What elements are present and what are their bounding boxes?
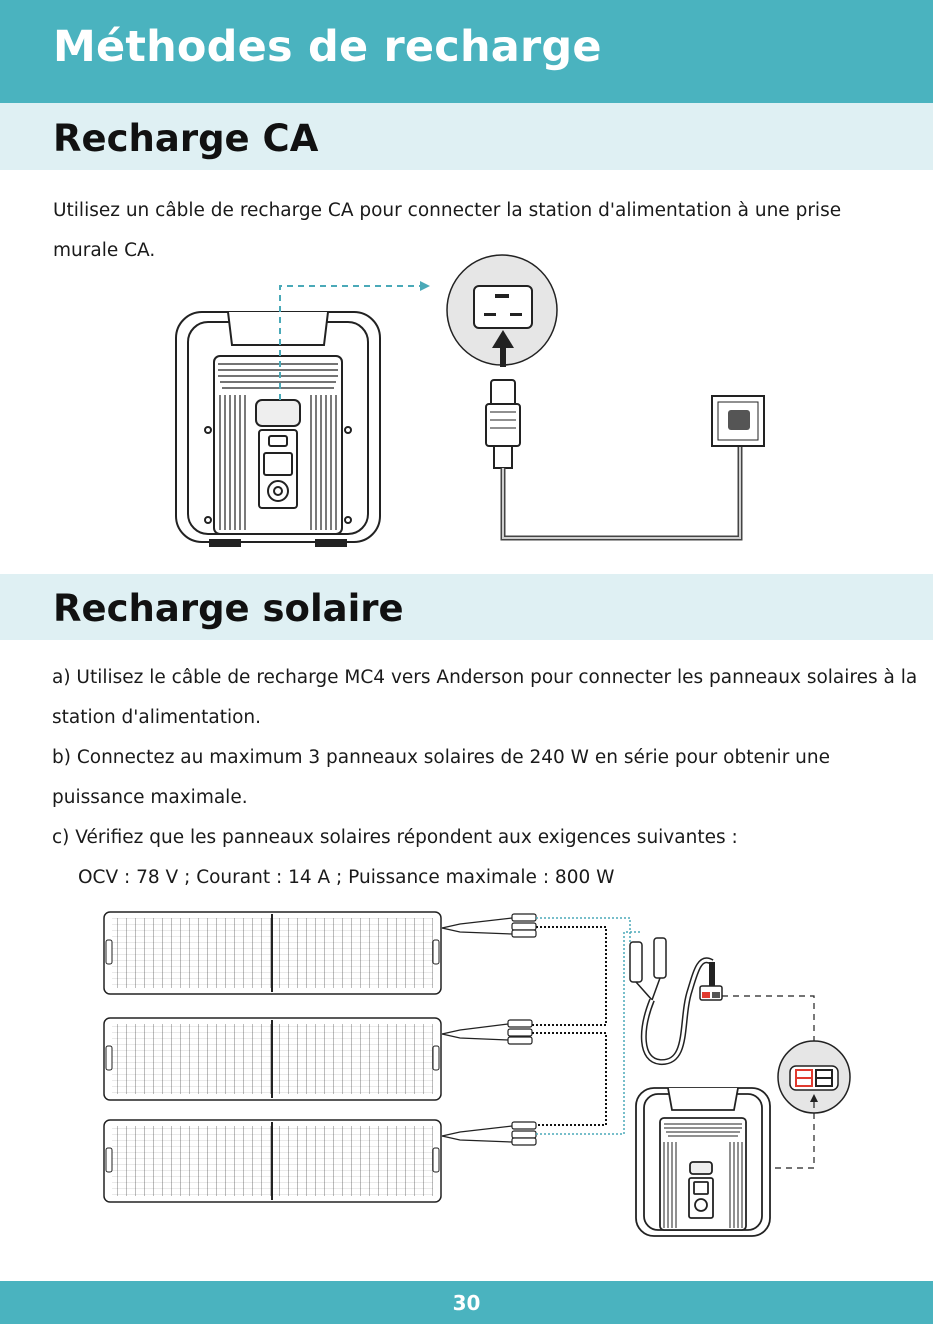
ac-plug-icon [486,380,520,468]
solar-panel-icon [104,1018,441,1100]
ac-instructions: Utilisez un câble de recharge CA pour connecter la station d'alimentation à une prise murale CA. [53,200,842,261]
header-banner [0,0,933,103]
section-title-solar: Recharge solaire [53,587,404,630]
ac-inlet-zoom-icon [447,255,557,367]
solar-step-a: a) Utilisez le câble de recharge MC4 vers Anderson pour connecter les panneaux solaires à la station d'alimentation. [52,667,918,728]
series-wiring [532,927,606,1125]
power-station-icon [636,1088,770,1236]
solar-instructions [52,658,922,898]
mc4-anderson-cable-icon [630,938,722,1062]
section-header-ac [0,103,933,170]
solar-step-c: c) Vérifiez que les panneaux solaires répondent aux exigences suivantes : [52,827,738,848]
page-number: 30 [452,1291,481,1315]
footer-banner [0,1281,933,1324]
solar-specs: OCV : 78 V ; Courant : 14 A ; Puissance maximale : 800 W [78,867,615,888]
page-title: Méthodes de recharge [53,22,602,72]
ac-cable [503,430,740,538]
power-station-icon [176,312,380,546]
section-header-solar [0,574,933,640]
mc4-leads [442,918,512,1142]
solar-panel-icon [104,1120,441,1202]
solar-step-b: b) Connectez au maximum 3 panneaux solaires de 240 W en série pour obtenir une puissance maximale. [52,747,831,808]
solar-charging-illustration [0,905,933,1245]
section-title-ac: Recharge CA [53,117,319,160]
wall-socket-icon [712,396,764,446]
mc4-connector-icon [508,914,536,1145]
solar-panel-icon [104,912,441,994]
